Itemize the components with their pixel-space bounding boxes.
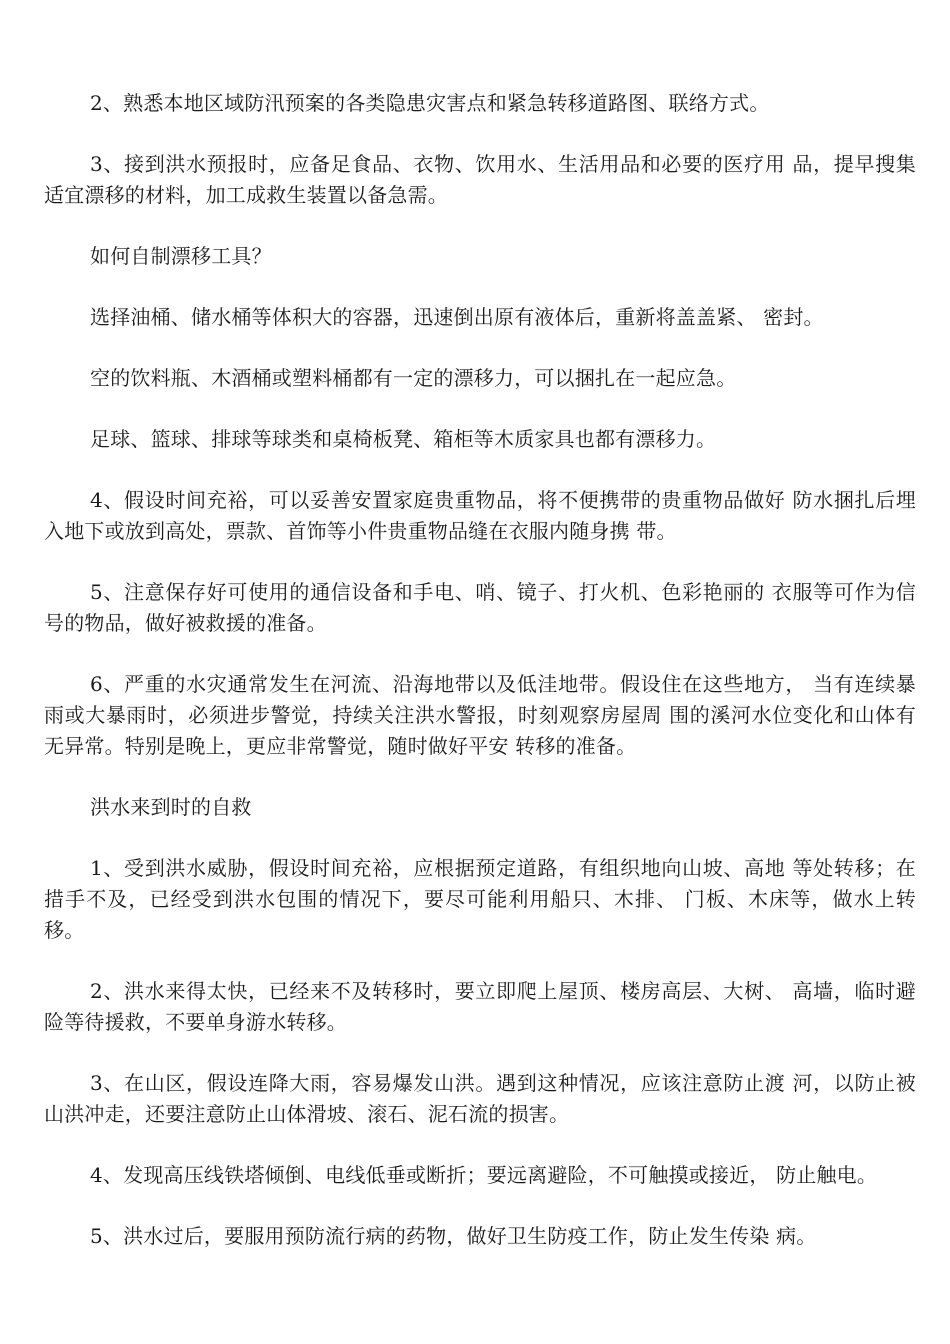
paragraph-rescue-5: 5、洪水过后，要服用预防流行病的药物，做好卫生防疫工作，防止发生传染 病。 (90, 1224, 817, 1248)
paragraph-float-containers: 选择油桶、储水桶等体积大的容器，迅速倒出原有液体后，重新将盖盖紧、 密封。 (90, 305, 824, 329)
paragraph-rescue-2: 2、洪水来得太快，已经来不及转移时，要立即爬上屋顶、楼房高层、大树、 高墙，临时避险等待援救，不要单身游水转移。 (44, 979, 916, 1034)
document-page (44, 88, 916, 1282)
paragraph-float-furniture: 足球、篮球、排球等球类和桌椅板凳、箱柜等木质家具也都有漂移力。 (90, 427, 717, 451)
paragraph-rescue-4: 4、发现高压线铁塔倾倒、电线低垂或断折；要远离避险，不可触摸或接近， 防止触电。 (90, 1163, 878, 1187)
paragraph-item-5: 5、注意保存好可使用的通信设备和手电、哨、镜子、打火机、色彩艳丽的 衣服等可作为信号的物品，做好被救援的准备。 (44, 580, 916, 635)
paragraph-item-3: 3、接到洪水预报时，应备足食品、衣物、饮用水、生活用品和必要的医疗用 品，提早搜集适宜漂移的材料，加工成救生装置以备急需。 (44, 152, 916, 207)
section-heading-float-tools: 如何自制漂移工具？ (90, 244, 272, 268)
section-heading-self-rescue: 洪水来到时的自救 (90, 795, 252, 819)
paragraph-rescue-3: 3、在山区，假设连降大雨，容易爆发山洪。遇到这种情况，应该注意防止渡 河，以防止被山洪冲走，还要注意防止山体滑坡、滚石、泥石流的损害。 (44, 1071, 916, 1126)
paragraph-rescue-1: 1、受到洪水威胁，假设时间充裕，应根据预定道路，有组织地向山坡、高地 等处转移；在措手不及，已经受到洪水包围的情况下，要尽可能利用船只、木排、 门板、木床等，做水上转移。 (44, 856, 916, 942)
paragraph-item-6: 6、严重的水灾通常发生在河流、沿海地带以及低洼地带。假设住在这些地方， 当有连续暴雨或大暴雨时，必须进步警觉，持续关注洪水警报，时刻观察房屋周 围的溪河水位变化和山体有无异常。特别是晚上，更应非常警觉，随时做好平安 转移的准备。 (44, 672, 916, 758)
paragraph-item-4: 4、假设时间充裕，可以妥善安置家庭贵重物品，将不便携带的贵重物品做好 防水捆扎后埋入地下或放到高处，票款、首饰等小件贵重物品缝在衣服内随身携 带。 (44, 488, 916, 543)
paragraph-item-2: 2、熟悉本地区域防汛预案的各类隐患灾害点和紧急转移道路图、联络方式。 (90, 91, 770, 115)
paragraph-float-bottles: 空的饮料瓶、木酒桶或塑料桶都有一定的漂移力，可以捆扎在一起应急。 (90, 366, 737, 390)
